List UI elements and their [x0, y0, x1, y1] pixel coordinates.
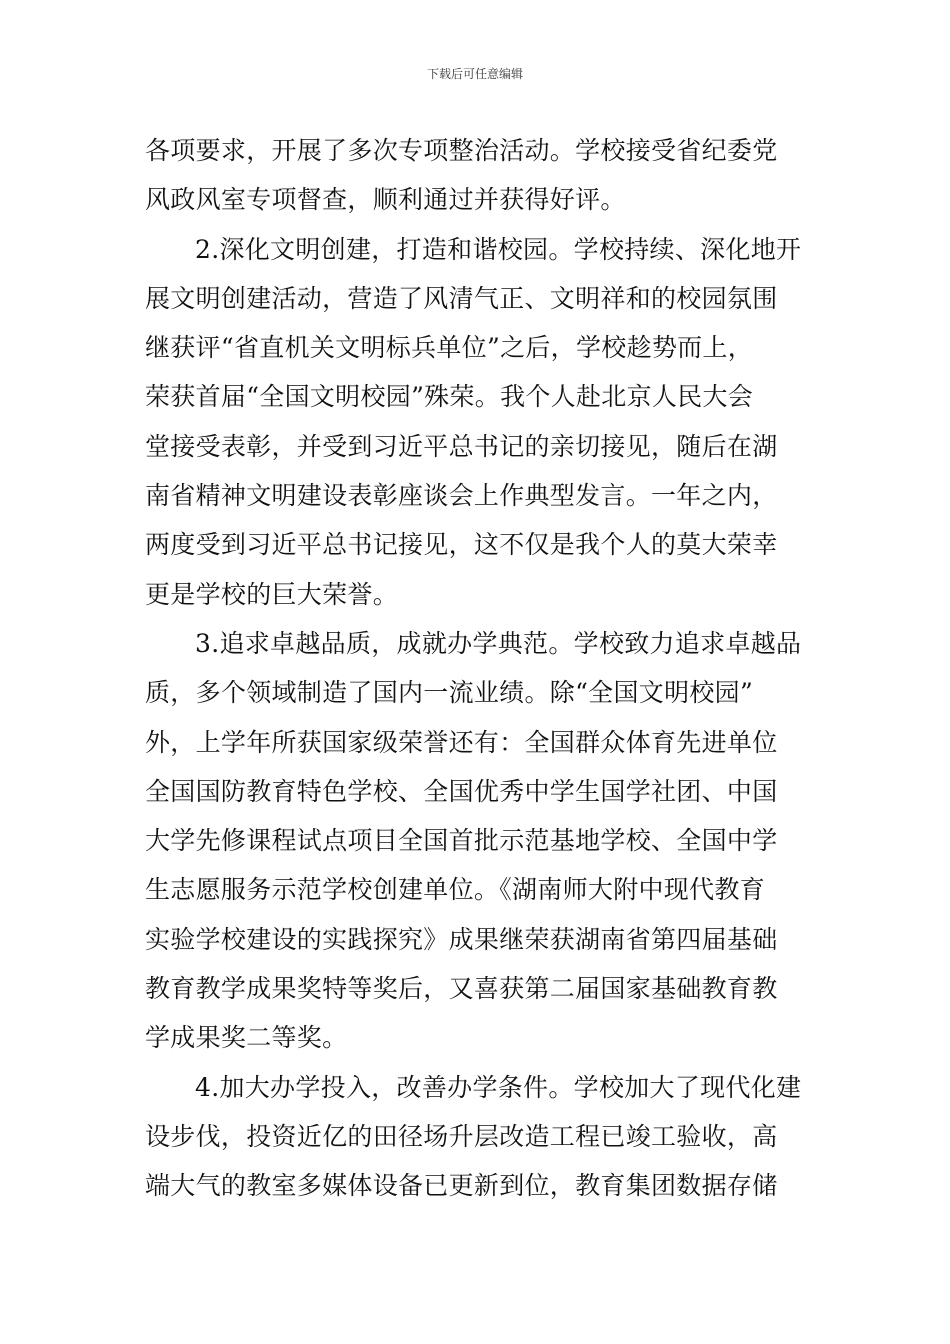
- text-line: 继获评“省直机关文明标兵单位”之后，学校趁势而上，: [145, 333, 754, 363]
- document-body: [145, 126, 807, 1211]
- text-line: 全国国防教育特色学校、全国优秀中学生国学社团、中国: [145, 776, 778, 806]
- paragraph-start-line: 2.深化文明创建，打造和谐校园。学校持续、深化地开: [195, 234, 802, 264]
- text-line: 堂接受表彰，并受到习近平总书记的亲切接见，随后在湖: [145, 431, 778, 461]
- text-line: 外，上学年所获国家级荣誉还有：全国群众体育先进单位: [145, 727, 778, 757]
- paragraph-start-line: 4.加大办学投入，改善办学条件。学校加大了现代化建: [195, 1072, 802, 1102]
- text-line: 实验学校建设的实践探究》成果继荣获湖南省第四届基础: [145, 924, 778, 954]
- text-line: 各项要求，开展了多次专项整治活动。学校接受省纪委党: [145, 136, 778, 165]
- text-line: 南省精神文明建设表彰座谈会上作典型发言。一年之内，: [145, 481, 778, 511]
- page-header: 下载后可任意编辑: [426, 67, 523, 81]
- text-line: 教育教学成果奖特等奖后，又喜获第二届国家基础教育教: [145, 974, 778, 1004]
- text-line: 更是学校的巨大荣誉。: [145, 579, 399, 609]
- text-line: 设步伐，投资近亿的田径场升层改造工程已竣工验收，高: [145, 1121, 778, 1151]
- text-line: 质，多个领域制造了国内一流业绩。除“全国文明校园”: [145, 678, 754, 708]
- text-line: 荣获首届“全国文明校园”殊荣。我个人赴北京人民大会: [145, 382, 754, 412]
- text-line: 两度受到习近平总书记接见，这不仅是我个人的莫大荣幸: [145, 530, 778, 560]
- text-line: 学成果奖二等奖。: [145, 1023, 348, 1053]
- text-line: 展文明创建活动，营造了风清气正、文明祥和的校园氛围: [145, 283, 778, 313]
- text-line: 端大气的教室多媒体设备已更新到位，教育集团数据存储: [145, 1171, 778, 1201]
- paragraph-start-line: 3.追求卓越品质，成就办学典范。学校致力追求卓越品: [195, 628, 802, 658]
- text-line: 风政风室专项督查，顺利通过并获得好评。: [145, 185, 626, 215]
- text-line: 生志愿服务示范学校创建单位。《湖南师大附中现代教育: [145, 875, 766, 905]
- text-line: 大学先修课程试点项目全国首批示范基地学校、全国中学: [145, 826, 778, 856]
